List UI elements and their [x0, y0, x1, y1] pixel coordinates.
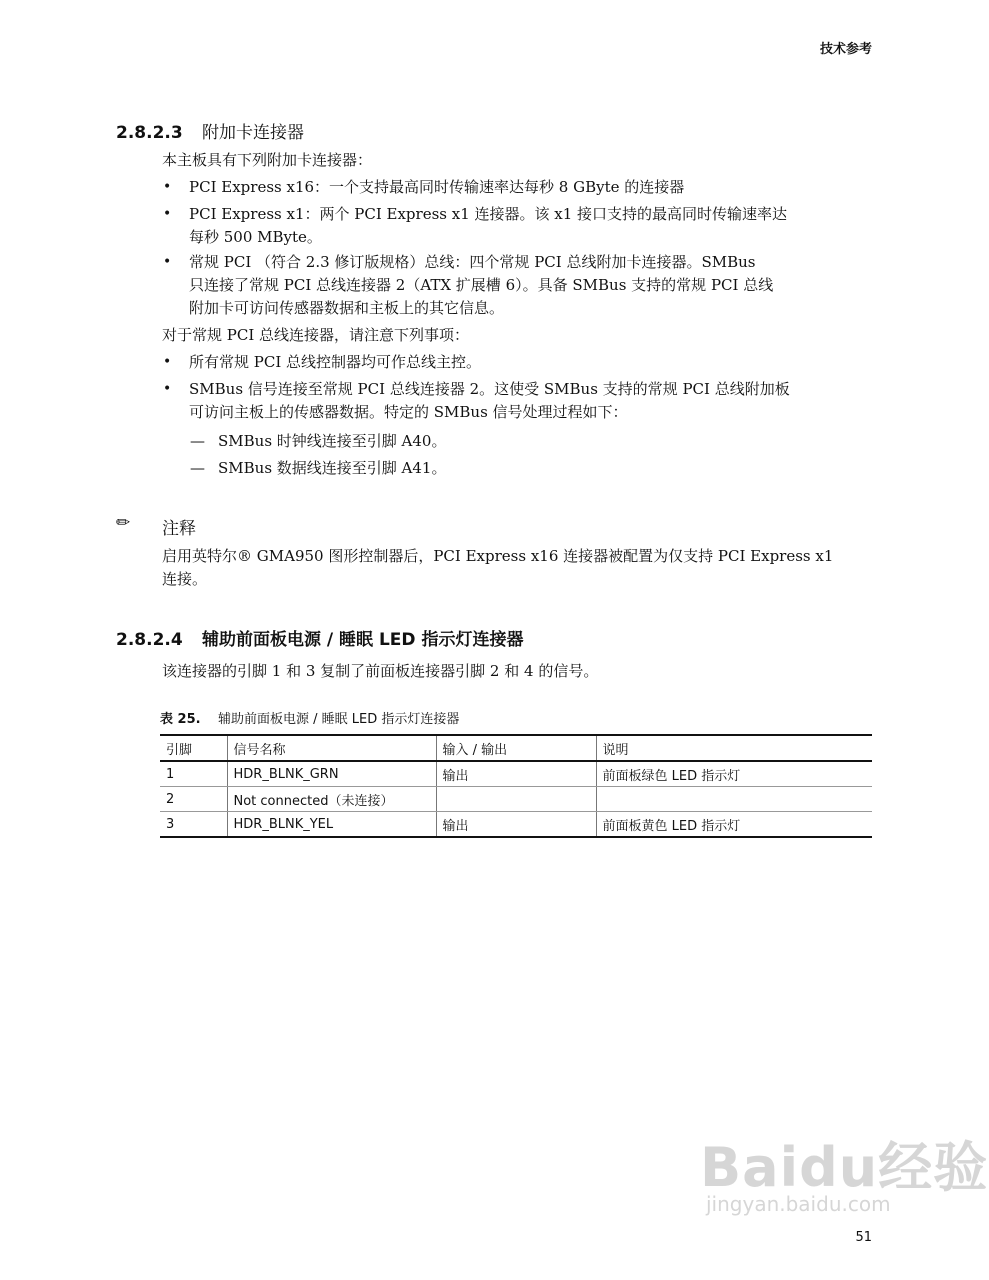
table-row [160, 787, 872, 812]
section-title: 附加卡连接器 [202, 123, 304, 143]
note-title: 注释 [162, 519, 196, 539]
table-cell: 输出 [436, 812, 596, 838]
bullet-line: 所有常规 PCI 总线控制器均可作总线主控。 [189, 353, 482, 371]
section-intro: 本主板具有下列附加卡连接器： [162, 151, 373, 169]
watermark-url: jingyan.baidu.com [706, 1192, 891, 1216]
table-cell: 前面板绿色 LED 指示灯 [596, 761, 872, 787]
bullet-line: PCI Express x1：两个 PCI Express x1 连接器。该 x1 接口支持的最高同时传输速率达 [189, 205, 788, 223]
table-cell: 2 [160, 787, 227, 812]
bullet-dot: • [163, 179, 172, 195]
column-header: 引脚 [160, 735, 227, 761]
table-cell: 前面板黄色 LED 指示灯 [596, 812, 872, 838]
table-row [160, 812, 872, 838]
bullet-item [163, 251, 774, 320]
note-line: 连接。 [162, 570, 208, 588]
table-caption [160, 708, 459, 727]
section-number: 2.8.2.3 [116, 123, 183, 143]
table-number: 表 25. [160, 712, 201, 727]
section-heading-2-8-2-3 [116, 118, 304, 143]
table-header-row [160, 735, 872, 761]
column-header: 说明 [596, 735, 872, 761]
pencil-icon: ✏ [116, 513, 131, 533]
bullet-item [163, 176, 685, 199]
bullet-dot: • [163, 354, 172, 370]
table-cell: Not connected（未连接） [227, 787, 436, 812]
bullet-dot: • [163, 206, 172, 222]
sub-item [190, 430, 447, 453]
dash-mark: — [190, 432, 205, 450]
bullet-item [163, 203, 788, 249]
table-cell: HDR_BLNK_YEL [227, 812, 436, 838]
column-header: 信号名称 [227, 735, 436, 761]
table-title: 辅助前面板电源 / 睡眠 LED 指示灯连接器 [218, 712, 460, 727]
bullet-line: SMBus 信号连接至常规 PCI 总线连接器 2。这使受 SMBus 支持的常规 PCI 总线附加板 [189, 380, 790, 398]
bullet-item [163, 351, 482, 374]
table-cell: HDR_BLNK_GRN [227, 761, 436, 787]
bullet-line: 可访问主板上的传感器数据。特定的 SMBus 信号处理过程如下： [189, 403, 628, 421]
page-number: 51 [855, 1230, 872, 1245]
column-header: 输入 / 输出 [436, 735, 596, 761]
bullet-dot: • [163, 254, 172, 270]
bullet-dot: • [163, 381, 172, 397]
section-title: 辅助前面板电源 / 睡眠 LED 指示灯连接器 [202, 630, 524, 650]
table-cell: 输出 [436, 761, 596, 787]
section-intro-2: 对于常规 PCI 总线连接器，请注意下列事项： [162, 326, 470, 344]
table-cell: 3 [160, 812, 227, 838]
running-header: 技术参考 [819, 42, 872, 57]
pin-table [160, 734, 872, 838]
dash-mark: — [190, 459, 205, 477]
section-heading-2-8-2-4 [116, 625, 523, 650]
bullet-line: 常规 PCI （符合 2.3 修订版规格）总线：四个常规 PCI 总线附加卡连接器。SMBus [189, 253, 756, 271]
bullet-line: 每秒 500 MByte。 [189, 228, 322, 246]
table-cell: 1 [160, 761, 227, 787]
bullet-item [163, 378, 790, 424]
note-line: 启用英特尔® GMA950 图形控制器后，PCI Express x16 连接器被配置为仅支持 PCI Express x1 [162, 547, 834, 565]
section-number: 2.8.2.4 [116, 630, 183, 650]
table-row [160, 761, 872, 787]
sub-item [190, 457, 447, 480]
section-intro: 该连接器的引脚 1 和 3 复制了前面板连接器引脚 2 和 4 的信号。 [162, 662, 599, 680]
table-cell [436, 787, 596, 812]
bullet-line: 只连接了常规 PCI 总线连接器 2（ATX 扩展槽 6）。具备 SMBus 支持的常规 PCI 总线 [189, 276, 774, 294]
sub-item-text: SMBus 时钟线连接至引脚 A40。 [218, 432, 447, 450]
sub-item-text: SMBus 数据线连接至引脚 A41。 [218, 459, 447, 477]
table-cell [596, 787, 872, 812]
bullet-line: PCI Express x16：一个支持最高同时传输速率达每秒 8 GByte 的连接器 [189, 178, 685, 196]
bullet-line: 附加卡可访问传感器数据和主板上的其它信息。 [189, 299, 505, 317]
watermark-logo: Baidu经验 [700, 1136, 989, 1199]
